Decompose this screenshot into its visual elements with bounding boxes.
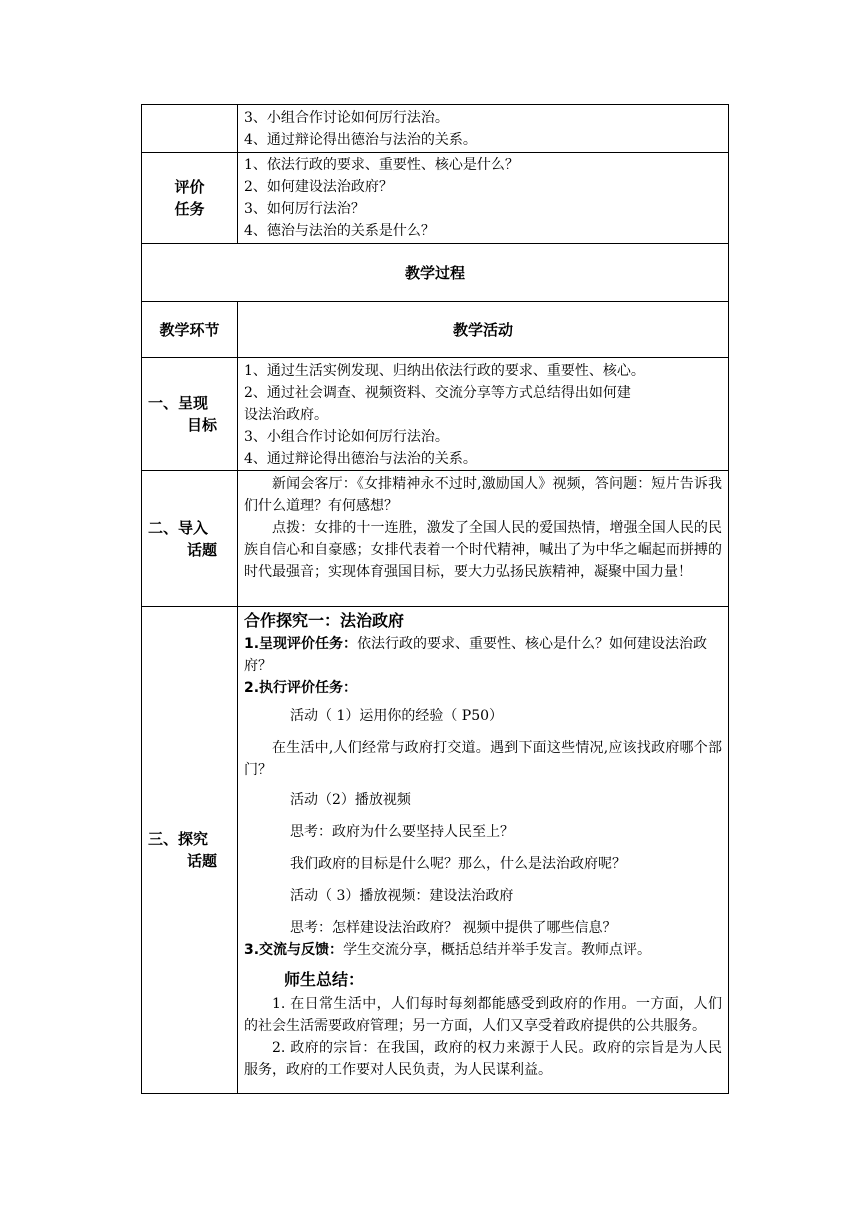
activity2: 活动（2）播放视频 <box>290 792 411 808</box>
task1-text: 依法行政的要求、重要性、核心是什么？如何建设法治政府？ <box>244 636 708 674</box>
stage3-content-cell <box>238 607 729 1094</box>
evaluation-item: 4、德治与法治的关系是什么？ <box>244 223 435 239</box>
stage1-line: 设法治政府。 <box>244 407 328 423</box>
stage3-row <box>142 607 729 1094</box>
think1: 思考：政府为什么要坚持人民至上？ <box>290 824 514 840</box>
lesson-plan-table <box>141 104 729 1094</box>
activity-header: 教学活动 <box>238 302 729 358</box>
stage1-line: 3、小组合作讨论如何厉行法治。 <box>244 429 449 445</box>
task3-label: 3.交流与反馈： <box>244 942 344 958</box>
process-title-row <box>142 244 729 302</box>
stage1-label-cell <box>142 358 238 471</box>
stage1-line: 2、通过社会调查、视频资料、交流分享等方式总结得出如何建 <box>244 385 631 401</box>
task1 <box>244 633 722 677</box>
stage2-paragraph: 点拨：女排的十一连胜，激发了全国人民的爱国热情，增强全国人民的民族自信心和自豪感；女排代表着一个时代精神，喊出了为中华之崛起而拼搏的时代最强音；实现体育强国目标，要大力弘扬民族精神，凝聚中国力量！ <box>244 520 722 580</box>
stage2-row <box>142 471 729 607</box>
evaluation-label-cell <box>142 153 238 244</box>
evaluation-label-line1: 评价 <box>174 178 205 196</box>
think2: 思考：怎样建设法治政府？ 视频中提供了哪些信息？ <box>290 920 617 936</box>
continuation-label-cell <box>142 105 238 153</box>
task1-label: 1.呈现评价任务： <box>244 636 358 652</box>
evaluation-item: 1、依法行政的要求、重要性、核心是什么？ <box>244 157 519 173</box>
activity3: 活动（ 3）播放视频：建设法治政府 <box>290 888 514 904</box>
activity1-text: 在生活中,人们经常与政府打交道。遇到下面这些情况,应该找政府哪个部门？ <box>244 740 722 778</box>
question: 我们政府的目标是什么呢？那么，什么是法治政府呢？ <box>290 856 626 872</box>
stage2-label-cell <box>142 471 238 607</box>
summary-title: 师生总结： <box>284 970 365 989</box>
stage1-content-cell <box>238 358 729 471</box>
stage2-content-cell <box>238 471 729 607</box>
stage1-line: 1、通过生活实例发现、归纳出依法行政的要求、重要性、核心。 <box>244 363 645 379</box>
task2-label: 2.执行评价任务： <box>244 680 358 696</box>
task3-text: 学生交流分享，概括总结并举手发言。教师点评。 <box>343 942 652 958</box>
continuation-line: 4、通过辩论得出德治与法治的关系。 <box>244 132 477 148</box>
evaluation-row <box>142 153 729 244</box>
continuation-line: 3、小组合作讨论如何厉行法治。 <box>244 110 449 126</box>
stage1-label-line2: 目标 <box>187 416 218 434</box>
evaluation-label-line2: 任务 <box>174 200 205 218</box>
continuation-row <box>142 105 729 153</box>
section-title: 合作探究一：法治政府 <box>244 611 405 630</box>
stage-header: 教学环节 <box>142 302 238 358</box>
continuation-cell <box>238 105 729 153</box>
evaluation-items-cell <box>238 153 729 244</box>
stage1-label-line1: 一、呈现 <box>148 394 209 412</box>
header-row <box>142 302 729 358</box>
evaluation-item: 3、如何厉行法治？ <box>244 201 365 217</box>
stage3-label-cell <box>142 607 238 1094</box>
stage2-label-line1: 二、导入 <box>148 518 209 537</box>
lesson-plan-sheet <box>141 104 728 1094</box>
evaluation-item: 2、如何建设法治政府？ <box>244 179 393 195</box>
stage2-paragraph: 新闻会客厅：《女排精神永不过时,激励国人》视频，答问题：短片告诉我们什么道理？有何感想？ <box>244 476 722 514</box>
stage1-row <box>142 358 729 471</box>
stage3-label-line1: 三、探究 <box>148 830 209 848</box>
summary-paragraph: 2. 政府的宗旨：在我国，政府的权力来源于人民。政府的宗旨是为人民服务，政府的工作要对人民负责，为人民谋利益。 <box>244 1040 722 1078</box>
stage2-label-line2: 话题 <box>187 540 218 559</box>
stage1-line: 4、通过辩论得出德治与法治的关系。 <box>244 451 477 467</box>
task3 <box>244 939 722 961</box>
activity1: 活动（ 1）运用你的经验（ P50） <box>290 708 504 724</box>
summary-paragraph: 1. 在日常生活中，人们每时每刻都能感受到政府的作用。一方面，人们的社会生活需要政府管理；另一方面，人们又享受着政府提供的公共服务。 <box>244 996 722 1034</box>
stage3-label-line2: 话题 <box>187 852 218 870</box>
process-title: 教学过程 <box>142 244 729 302</box>
